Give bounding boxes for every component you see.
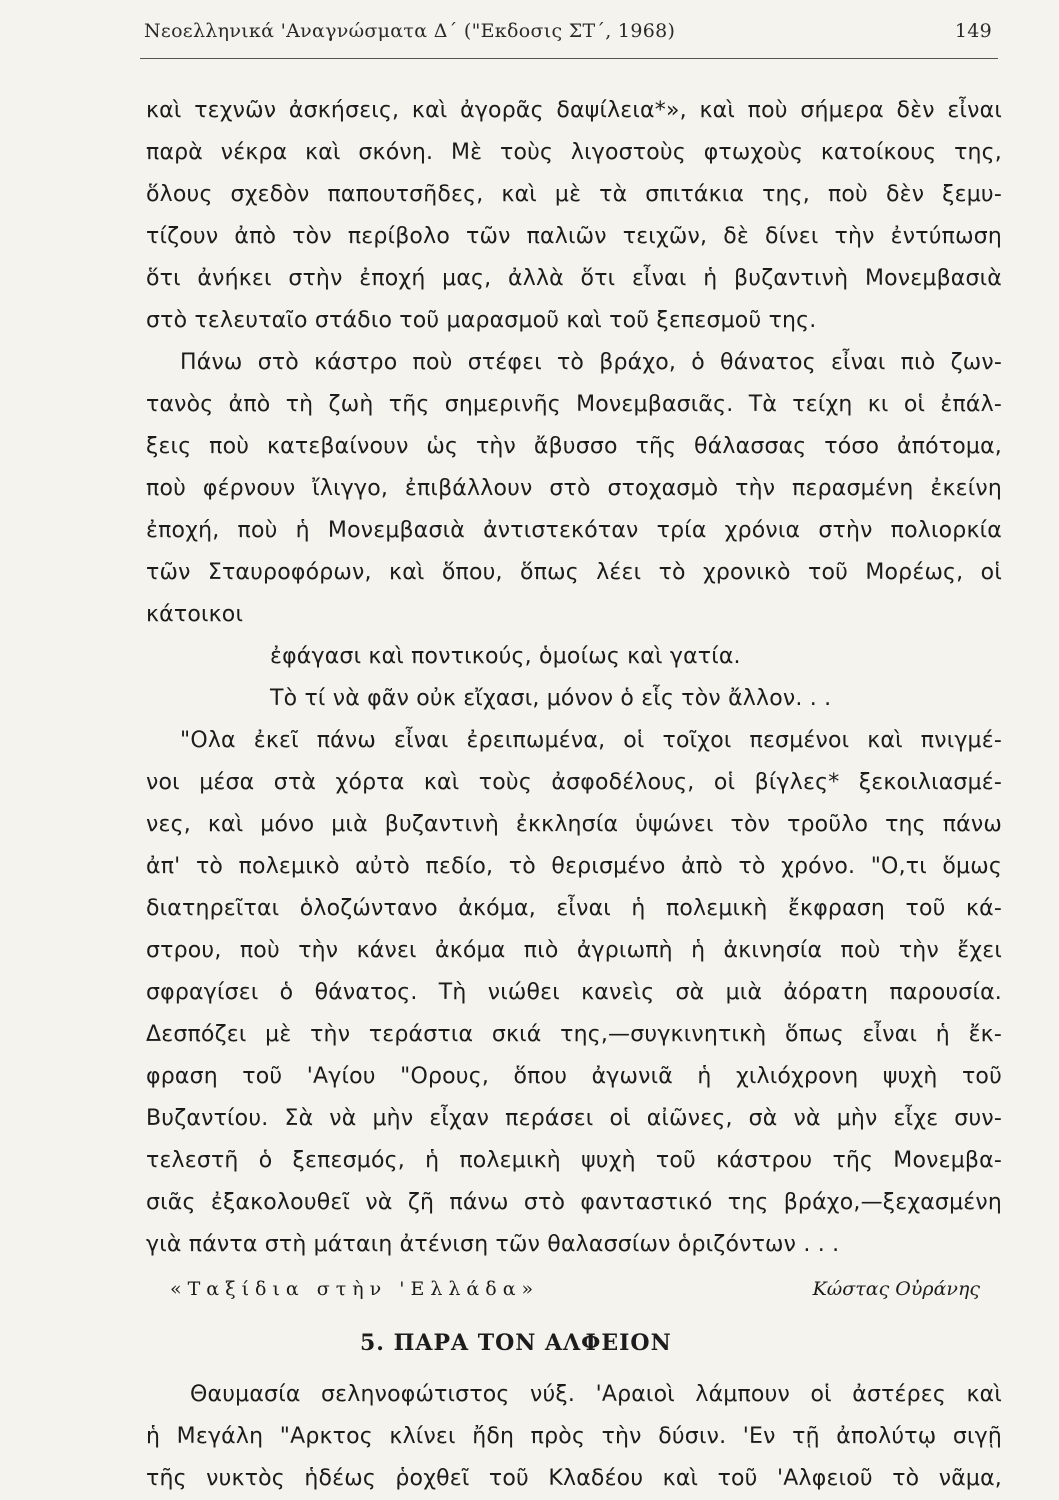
text-line: Βυζαντίου. Σὰ νὰ μὴν εἶχαν περάσει οἱ αἰῶνες, σὰ νὰ μὴν εἶχε συν- [146,1106,1002,1131]
text-line: ποὺ φέρνουν ἴλιγγο, ἐπιβάλλουν στὸ στοχασμὸ τὴν περασμένη ἐκείνη [146,476,1002,501]
text-line: "Ολα ἐκεῖ πάνω εἶναι ἐρειπωμένα, οἱ τοῖχοι πεσμένοι καὶ πνιγμέ- [180,728,1002,753]
text-line: ἀπ' τὸ πολεμικὸ αὐτὸ πεδίο, τὸ θερισμένο ἀπὸ τὸ χρόνο. "Ο,τι ὅμως [146,854,1002,879]
text-line: σφραγίσει ὁ θάνατος. Τὴ νιώθει κανεὶς σὰ μιὰ ἀόρατη παρουσία. [146,980,1002,1005]
text-line: ξεις ποὺ κατεβαίνουν ὡς τὴν ἄβυσσο τῆς θάλασσας τόσο ἀπότομα, [146,434,1002,459]
text-line: κάτοικοι [146,602,244,627]
text-line: τίζουν ἀπὸ τὸν περίβολο τῶν παλιῶν τειχῶν, δὲ δίνει τὴν ἐντύπωση [146,224,1002,249]
text-line: νες, καὶ μόνο μιὰ βυζαντινὴ ἐκκλησία ὑψώνει τὸν τροῦλο της πάνω [146,812,1002,837]
text-line: ὅλους σχεδὸν παπουτσῆδες, καὶ μὲ τὰ σπιτάκια της, ποὺ δὲν ξεμυ- [146,182,1002,207]
running-title: Νεοελληνικά 'Αναγνώσματα Δ΄ ("Εκδοσις ΣΤ΄, 1968) [144,20,676,42]
header-rule [140,58,998,59]
text-line: ἡ Μεγάλη "Αρκτος κλίνει ἤδη πρὸς τὴν δύσιν. 'Εν τῇ ἀπολύτῳ σιγῇ [146,1424,1002,1449]
section-heading: 5. ΠΑΡΑ ΤΟΝ ΑΛΦΕΙΟΝ [360,1330,672,1356]
source-author: Κώστας Οὐράνης [812,1278,980,1300]
attribution [170,1278,980,1300]
text-line: τῶν Σταυροφόρων, καὶ ὅπου, ὅπως λέει τὸ χρονικὸ τοῦ Μορέως, οἱ [146,560,1002,585]
text-line: νοι μέσα στὰ χόρτα καὶ τοὺς ἀσφοδέλους, οἱ βίγλες* ξεκοιλιασμέ- [146,770,1002,795]
text-line: διατηρεῖται ὁλοζώντανο ἀκόμα, εἶναι ἡ πολεμικὴ ἔκφραση τοῦ κά- [146,896,1002,921]
text-line: καὶ τεχνῶν ἀσκήσεις, καὶ ἀγορᾶς δαψίλεια*», καὶ ποὺ σήμερα δὲν εἶναι [146,98,1002,123]
running-head [144,20,996,42]
verse-line: Τὸ τί νὰ φᾶν οὐκ εἴχασι, μόνον ὁ εἷς τὸν ἄλλον. . . [270,686,832,711]
text-line: γιὰ πάντα στὴ μάταιη ἀτένιση τῶν θαλασσίων ὁριζόντων . . . [146,1232,840,1257]
text-line: φραση τοῦ 'Αγίου "Ορους, ὅπου ἀγωνιᾶ ἡ χιλιόχρονη ψυχὴ τοῦ [146,1064,1002,1089]
source-title: «Ταξίδια στὴν 'Ελλάδα» [170,1278,540,1300]
verse-line: ἐφάγασι καὶ ποντικούς, ὁμοίως καὶ γατία. [270,644,741,669]
text-line: παρὰ νέκρα καὶ σκόνη. Μὲ τοὺς λιγοστοὺς φτωχοὺς κατοίκους της, [146,140,1002,165]
text-line: σιᾶς ἐξακολουθεῖ νὰ ζῆ πάνω στὸ φανταστικό της βράχο,—ξεχασμένη [146,1190,1002,1215]
text-line: ὅτι ἀνήκει στὴν ἐποχή μας, ἀλλὰ ὅτι εἶναι ἡ βυζαντινὴ Μονεμβασιὰ [146,266,1002,291]
text-line: Δεσπόζει μὲ τὴν τεράστια σκιά της,—συγκινητικὴ ὅπως εἶναι ἡ ἔκ- [146,1022,1002,1047]
text-line: τελεστῆ ὁ ξεπεσμός, ἡ πολεμικὴ ψυχὴ τοῦ κάστρου τῆς Μονεμβα- [146,1148,1002,1173]
text-line: ἐποχή, ποὺ ἡ Μονεμβασιὰ ἀντιστεκόταν τρία χρόνια στὴν πολιορκία [146,518,1002,543]
text-line: στρου, ποὺ τὴν κάνει ἀκόμα πιὸ ἀγριωπὴ ἡ ἀκινησία ποὺ τὴν ἔχει [146,938,1002,963]
text-line: στὸ τελευταῖο στάδιο τοῦ μαρασμοῦ καὶ τοῦ ξεπεσμοῦ της. [146,308,817,333]
page-number: 149 [954,20,992,42]
text-line: Θαυμασία σεληνοφώτιστος νύξ. 'Αραιοὶ λάμπουν οἱ ἀστέρες καὶ [190,1382,1002,1407]
text-line: Πάνω στὸ κάστρο ποὺ στέφει τὸ βράχο, ὁ θάνατος εἶναι πιὸ ζων- [180,350,1002,375]
text-line: τῆς νυκτὸς ἡδέως ῥοχθεῖ τοῦ Κλαδέου καὶ τοῦ 'Αλφειοῦ τὸ νᾶμα, [146,1466,1002,1491]
text-line: τανὸς ἀπὸ τὴ ζωὴ τῆς σημερινῆς Μονεμβασιᾶς. Τὰ τείχη κι οἱ ἐπάλ- [146,392,1002,417]
